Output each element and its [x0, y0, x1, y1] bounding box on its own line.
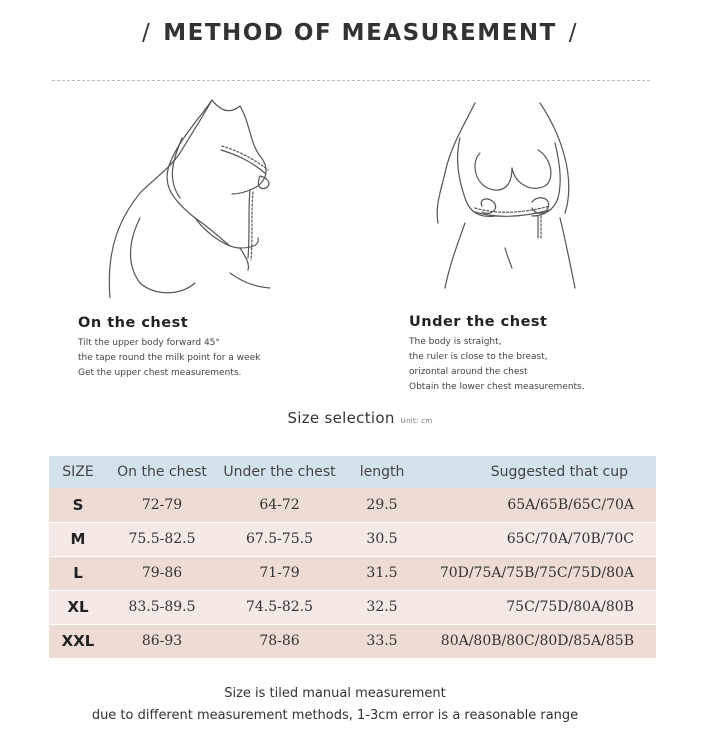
length-cell: 33.5	[342, 624, 422, 658]
under-chest-cell: 74.5-82.5	[217, 590, 342, 624]
cup-cell: 75C/75D/80A/80B	[422, 590, 656, 624]
on-chest-title: On the chest	[78, 315, 189, 331]
side-profile-chest-measure-illustration	[100, 98, 310, 298]
dashed-divider	[52, 80, 650, 81]
front-view-underbust-measure-illustration	[420, 98, 595, 293]
size-table	[49, 456, 656, 659]
header-on-chest: On the chest	[117, 464, 207, 480]
size-cell: M	[49, 522, 107, 556]
cup-cell: 65A/65B/65C/70A	[422, 488, 656, 522]
on-chest-line: Get the upper chest measurements.	[78, 368, 242, 378]
on-chest-line: the tape round the milk point for a week	[78, 353, 261, 363]
under-chest-caption	[409, 314, 585, 395]
on-chest-cell: 75.5-82.5	[107, 522, 217, 556]
under-chest-line: The body is straight,	[409, 337, 502, 347]
size-cell: L	[49, 556, 107, 590]
under-chest-cell: 78-86	[217, 624, 342, 658]
on-chest-caption	[78, 315, 260, 381]
table-row	[49, 624, 656, 658]
length-cell: 29.5	[342, 488, 422, 522]
on-chest-cell: 79-86	[107, 556, 217, 590]
size-selection-label: Size selection	[287, 409, 395, 427]
under-chest-line: orizontal around the chest	[409, 367, 528, 377]
cup-cell: 65C/70A/70B/70C	[422, 522, 656, 556]
size-cell: S	[49, 488, 107, 522]
under-chest-cell: 67.5-75.5	[217, 522, 342, 556]
footer-line-1: Size is tiled manual measurement	[224, 686, 446, 701]
header-suggested-cup: Suggested that cup	[490, 464, 628, 480]
size-cell: XL	[49, 590, 107, 624]
on-chest-line: Tilt the upper body forward 45°	[78, 338, 220, 348]
title-slash-right: /	[568, 20, 579, 46]
on-chest-cell: 72-79	[107, 488, 217, 522]
on-chest-cell: 83.5-89.5	[107, 590, 217, 624]
table-row	[49, 556, 656, 590]
page-title	[0, 20, 720, 46]
header-size: SIZE	[62, 464, 94, 480]
length-cell: 31.5	[342, 556, 422, 590]
header-length: length	[359, 464, 405, 480]
footer-line-2: due to different measurement methods, 1-3cm error is a reasonable range	[91, 708, 579, 723]
header-under-chest: Under the chest	[223, 464, 336, 480]
on-chest-cell: 86-93	[107, 624, 217, 658]
table-row	[49, 522, 656, 556]
size-cell: XXL	[49, 624, 107, 658]
under-chest-line: the ruler is close to the breast,	[409, 352, 548, 362]
cup-cell: 70D/75A/75B/75C/75D/80A	[422, 556, 656, 590]
unit-label: Unit: cm	[400, 417, 433, 425]
table-row	[49, 488, 656, 522]
under-chest-cell: 64-72	[217, 488, 342, 522]
table-row	[49, 590, 656, 624]
cup-cell: 80A/80B/80C/80D/85A/85B	[422, 624, 656, 658]
under-chest-line: Obtain the lower chest measurements.	[409, 382, 585, 392]
length-cell: 30.5	[342, 522, 422, 556]
table-header-row	[49, 456, 656, 488]
footer-note	[0, 683, 670, 727]
length-cell: 32.5	[342, 590, 422, 624]
title-slash-left: /	[141, 20, 152, 46]
under-chest-cell: 71-79	[217, 556, 342, 590]
title-text: METHOD OF MEASUREMENT	[163, 20, 557, 46]
under-chest-title: Under the chest	[409, 314, 548, 330]
size-selection-heading	[0, 409, 720, 427]
